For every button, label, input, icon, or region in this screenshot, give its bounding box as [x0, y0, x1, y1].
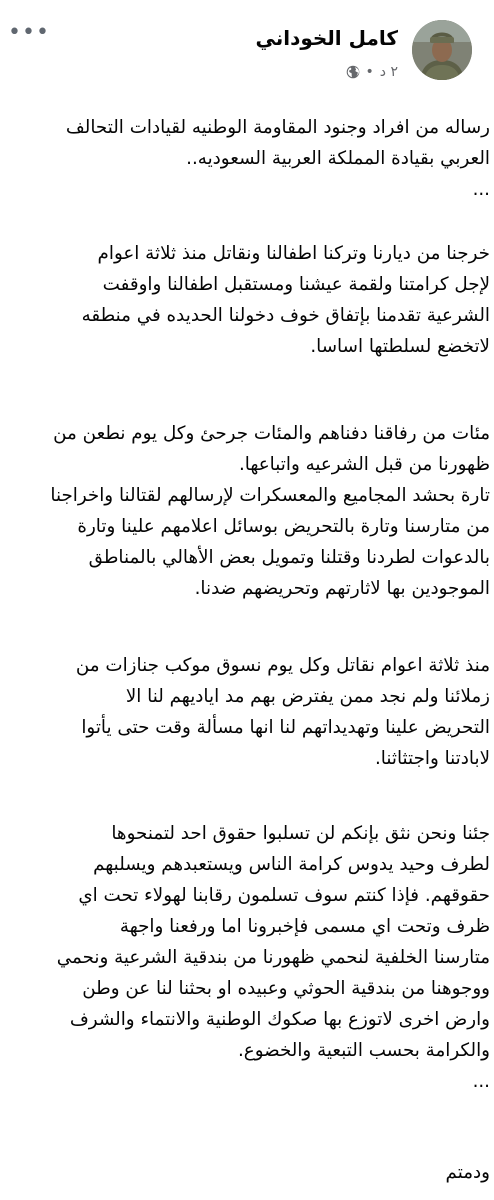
post-paragraph-4: منذ ثلاثة اعوام نقاتل وكل يوم نسوق موكب جنازات من زملائنا ولم نجد ممن يفترض بهم مد اياديهم لنا الا التحريض علينا وتهديداتهم لنا انها مسألة وقت حتى يأتوا لابادتنا واجتثاثنا.: [75, 655, 490, 769]
post-time[interactable]: ٢ د: [379, 64, 398, 80]
post-header: [0, 0, 494, 92]
meta-separator: •: [365, 64, 374, 80]
post-paragraph-6: ودمتم: [445, 1162, 490, 1183]
avatar-photo: [412, 20, 472, 80]
post-paragraph-3: مئات من رفاقنا دفناهم والمئات جرحئ وكل يوم نطعن من ظهورنا من قبل الشرعيه واتباعها. تارة بحشد المجاميع والمعسكرات لإرسالهم لقتالنا واخراجنا من متارسنا وتارة بالتحريض بوسائل اعلامهم علينا وتارة بالدعوات لطردنا وقتلنا وتمويل بعض الأهالي بالمناطق الموجودين بها لاثارتهم وتحريضهم ضدنا.: [50, 423, 490, 599]
post-body: [0, 92, 494, 1183]
post-meta: [346, 64, 398, 80]
post-paragraph-2: خرجنا من ديارنا وتركنا اطفالنا ونقاتل منذ ثلاثة اعوام لإجل كرامتنا ولقمة عيشنا ومستقبل اطفالنا واوقفت الشرعية تقدمنا بإتفاق خوف دخولنا الحديده في منطقه لاتخضع لسلطتها اساسا.: [81, 243, 490, 357]
author-name[interactable]: كامل الخوداني: [255, 26, 398, 50]
globe-icon[interactable]: [346, 65, 360, 79]
post-paragraph-5: جئنا ونحن نثق بإنكم لن تسلبوا حقوق احد لتمنحوها لطرف وحيد يدوس كرامة الناس ويستعبدهم ويسلبهم حقوقهم. فإذا كنتم سوف تسلمون رقابنا لهولاء تحت اي ظرف وتحت اي مسمى فإخبرونا اما ورفعنا واجهة متارسنا الخلفية لنحمي ظهورنا من بندقية الشرعية ونحمي ووجوهنا من بندقية الحوثي وعبيده او بحثنا لنا عن وطن وارض اخرى لاتوزع بها صكوك الوطنية والانتماء والشرف والكرامة بحسب التبعية والخضوع. ...: [56, 823, 490, 1092]
author-avatar[interactable]: [412, 20, 472, 80]
more-options-icon[interactable]: •••: [8, 20, 50, 45]
post-paragraph-1: رساله من افراد وجنود المقاومة الوطنيه لقيادات التحالف العربي بقيادة المملكة العربية السعوديه.. ...: [65, 117, 490, 200]
